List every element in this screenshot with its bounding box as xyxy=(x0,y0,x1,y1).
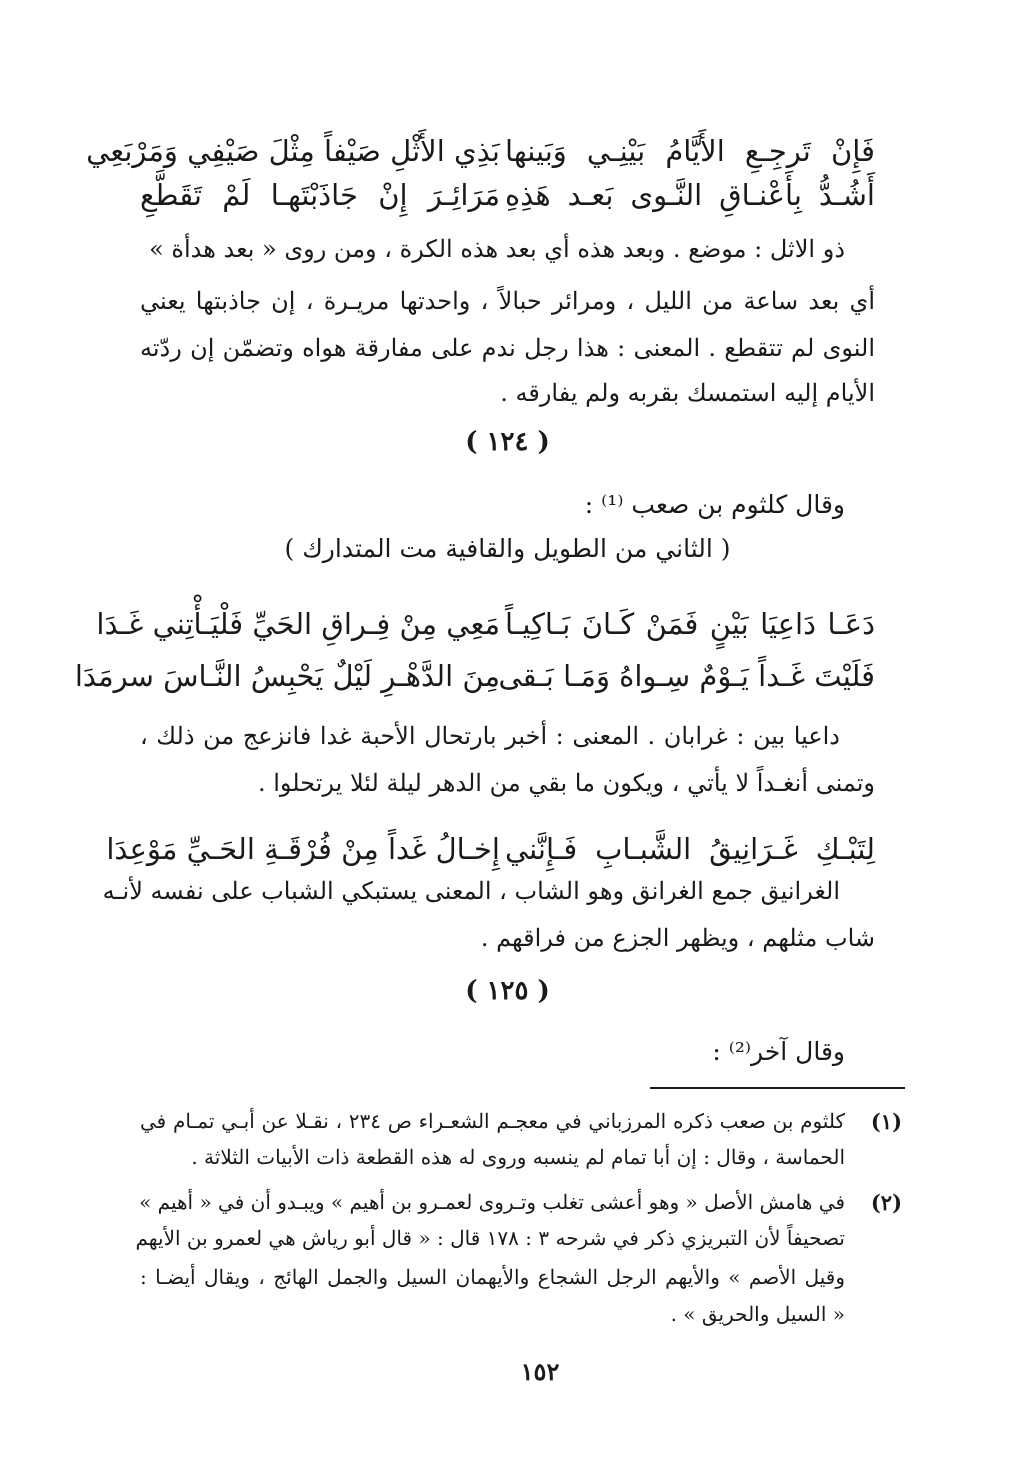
footnote-line: وقيل الأصم » والأيهم الرجل الشجاع والأيهمان السيل والجمل الهائج ، ويقال أيضـا : xyxy=(140,1265,845,1289)
hemistich-right: فَلَيْتَ غَـداً يَـوْمٌ سِـواهُ وَمَـا بَـقى xyxy=(498,659,875,693)
commentary-line: داعيا بين : غرابان . المعنى : أخبر بارتحال الأحبة غدا فانزعج من ذلك ، xyxy=(140,722,840,750)
footnote-line: كلثوم بن صعب ذكره المرزباني في معجـم الشعـراء ص ٢٣٤ ، نقـلا عن أبـي تمـام في xyxy=(140,1109,845,1133)
commentary-line: الغرانيق جمع الغرانق وهو الشاب ، المعنى يستبكي الشباب على نفسه لأنـه xyxy=(102,877,840,905)
commentary-line: شاب مثلهم ، ويظهر الجزع من فراقهم . xyxy=(480,924,875,952)
hemistich-left: بَذِي الأَثْلِ صَيْفاً مِثْلَ صَيْفِي وَمَرْبَعِي xyxy=(86,134,500,168)
hemistich-right: أَشُـدُّ بِأَعْنـاقِ النَّـوى بَعـد هَذِهِ xyxy=(505,178,875,212)
hemistich-left: مِنَ الدَّهْـرِ لَيْلٌ يَحْبِسُ النَّـاسَ سرمَدَا xyxy=(74,659,500,693)
commentary-line: أي بعد ساعة من الليل ، ومرائر حبالاً ، واحدتها مريـرة ، إن جاذبتها يعني xyxy=(140,287,875,315)
footnote-marker: (٢) xyxy=(870,1190,902,1215)
verse-line-4 xyxy=(74,654,875,698)
footnote-marker: (١) xyxy=(870,1109,902,1134)
section-number: ( ١٢٤ ) xyxy=(465,427,550,457)
hemistich-left: مَرَائِـرَ إِنْ جَاذَبْتَهـا لَمْ تَقَطَّعِ xyxy=(140,178,500,212)
hemistich-left: مَعِي مِنْ فِـراقِ الحَيِّ فَلْيَـأْتِني غَـدَا xyxy=(96,607,500,641)
footnote-line: « السيل والحريق » . xyxy=(670,1302,845,1326)
footnote-line: الحماسة ، وقال : إن أبا تمام لم ينسبه وروى له هذه القطعة ذات الأبيات الثلاثة . xyxy=(191,1145,845,1169)
verse-line-5 xyxy=(106,827,875,871)
commentary-line: النوى لم تتقطع . المعنى : هذا رجل ندم على مفارقة هواه وتضمّن إن ردّته xyxy=(140,334,875,362)
section-number: ( ١٢٥ ) xyxy=(465,976,550,1006)
section-intro: وقال آخر⁽²⁾ : xyxy=(712,1037,845,1066)
hemistich-left: إِخـالُ غَداً مِنْ فُرْقَـةِ الحَـيِّ مَوْعِدَا xyxy=(106,832,500,866)
verse-line-1 xyxy=(86,129,875,173)
commentary-line: وتمنى أنغـداً لا يأتي ، ويكون ما بقي من الدهر ليلة لئلا يرتحلوا . xyxy=(257,769,875,797)
hemistich-right: فَإِنْ تَرجِـعِ الأَيَّامُ بَيْنِـي وَبَينها xyxy=(505,134,875,168)
commentary-line: الأيام إليه استمسك بقربه ولم يفارقه . xyxy=(500,379,875,407)
commentary-line: ذو الاثل : موضع . وبعد هذه أي بعد هذه الكرة ، ومن روى « بعد هدأة » xyxy=(149,235,845,263)
hemistich-right: دَعَـا دَاعِيَا بَيْنٍ فَمَنْ كَـانَ بَـاكِيـاً xyxy=(505,607,875,641)
hemistich-right: لِتَبْـكِ غَـرَانِيقُ الشَّبـابِ فَـإِنَّني xyxy=(505,832,875,866)
section-intro: وقال كلثوم بن صعب ⁽¹⁾ : xyxy=(584,490,845,519)
page-number: ١٥٢ xyxy=(520,1357,560,1386)
verse-line-3 xyxy=(96,602,875,646)
footnote-divider xyxy=(650,1087,905,1089)
verse-line-2 xyxy=(140,173,875,217)
footnote-line: في هامش الأصل « وهو أعشى تغلب وتـروى لعمـرو بن أهيم » ويبـدو أن في « أهيم » xyxy=(139,1190,845,1214)
footnote-line: تصحيفاً لأن التبريزي ذكر في شرحه ٣ : ١٧٨ قال : « قال أبو رياش هي لعمرو بن الأيهم xyxy=(135,1226,845,1250)
meter-note: ( الثاني من الطويل والقافية مت المتدارك ) xyxy=(284,534,731,563)
